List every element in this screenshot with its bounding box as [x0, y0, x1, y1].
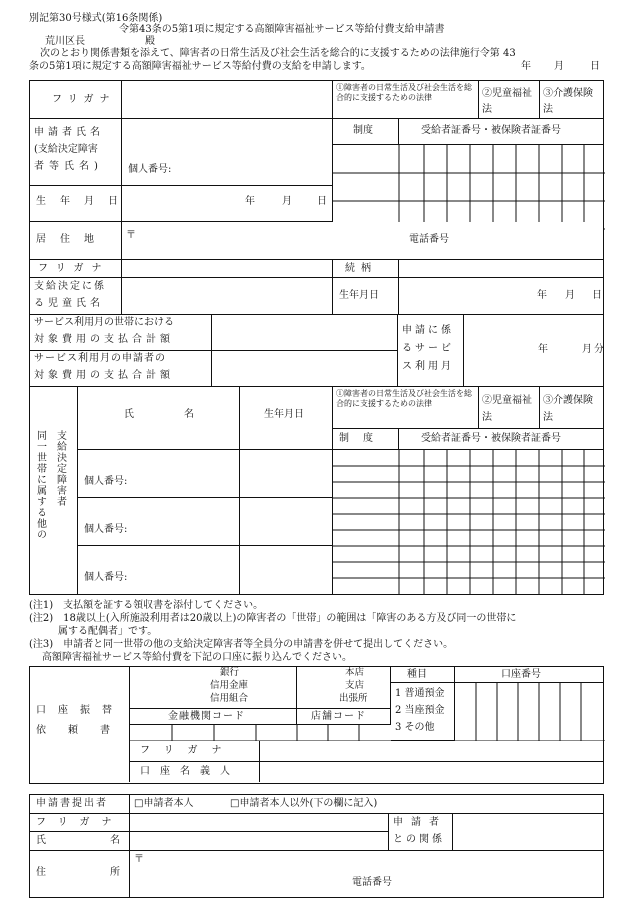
bank-type-bank: 銀行: [220, 667, 240, 678]
household-side-label-cell: [30, 387, 78, 594]
applicant-name-input[interactable]: [122, 119, 333, 186]
child-name-input[interactable]: [122, 278, 333, 315]
household-member-2-personal-number: 個人番号:: [84, 524, 128, 535]
bank-name-input[interactable]: [130, 667, 297, 709]
kind-option-1[interactable]: 1 普通預金: [395, 688, 445, 699]
furigana2-input[interactable]: [122, 260, 333, 278]
child-name-label-2: る児童氏名: [34, 298, 104, 309]
bank-code-header: [130, 709, 297, 725]
service-month-label-3: ス利用月: [402, 361, 454, 372]
branch-code-label: 店舗コード: [311, 711, 366, 722]
household-member-3-name[interactable]: [78, 546, 240, 594]
bank-type-shinkin: 信用金庫: [210, 680, 249, 691]
child-birth-year: 年: [537, 290, 547, 301]
address-input[interactable]: [122, 222, 603, 259]
kind-option-3[interactable]: 3 その他: [395, 722, 435, 733]
bank-furigana-input[interactable]: [260, 741, 603, 762]
household-member-1-name[interactable]: [78, 450, 240, 498]
submitter-furigana-label: フリガナ: [36, 817, 124, 828]
branch-code-header: [297, 709, 391, 725]
bank-furigana-label-cell: [130, 741, 260, 762]
household-member-2-name[interactable]: [78, 498, 240, 546]
household-side-label-2: 支給決定障害者: [54, 430, 66, 507]
relation-input[interactable]: [453, 814, 603, 851]
account-kind-options[interactable]: [391, 683, 455, 741]
account-number-header-label: 口座番号: [501, 669, 541, 680]
household-cost-input[interactable]: [212, 315, 398, 351]
bank-section-label-2: 依頼書: [36, 725, 132, 736]
intro-line-2: 条の5第1項に規定する高額障害福祉サービス等給付費の支給を申請します。: [29, 61, 371, 72]
cert-number-header-label: 受給者証番号・被保険者証番号: [421, 125, 561, 136]
household-cert-header-label: 受給者証番号・被保険者証番号: [421, 433, 561, 444]
applicant-name-label-3: 者等氏名): [34, 161, 103, 172]
service-month-label-cell: [398, 315, 464, 387]
branch-type-main: 本店: [345, 667, 365, 678]
service-year-label: 年: [538, 344, 548, 355]
note-1: (注1) 支払額を証する領収書を添付してください。: [29, 600, 264, 611]
relationship-input[interactable]: [399, 260, 603, 278]
furigana2-label: フリガナ: [38, 263, 110, 274]
submitter-address-input[interactable]: [130, 851, 603, 897]
law1-cell[interactable]: [333, 81, 479, 119]
service-month-part: 分: [594, 344, 604, 355]
applicant-cost-input[interactable]: [212, 351, 398, 387]
account-holder-label-cell: [130, 762, 260, 782]
relationship-label-cell: [333, 260, 399, 278]
service-month-label: 月: [582, 344, 592, 355]
furigana-label: フリガナ: [52, 94, 116, 105]
relation-label-2: との関係: [393, 834, 445, 845]
submitter-phone-label: 電話番号: [352, 877, 392, 888]
address-label-cell: [30, 222, 122, 259]
child-birthdate-input[interactable]: [399, 278, 603, 315]
furigana-input[interactable]: [122, 81, 333, 119]
submitter-name-input[interactable]: [130, 832, 389, 851]
child-birthdate-label: 生年月日: [339, 290, 379, 301]
law3-label: ③介護保険法: [543, 88, 593, 115]
system-header-label: 制度: [353, 125, 373, 136]
submitter-address-label-cell: [30, 851, 184, 897]
child-name-label-cell: [30, 278, 122, 315]
household-member-2-birth[interactable]: [240, 498, 333, 546]
service-month-input[interactable]: [464, 315, 603, 387]
applicant-cost-label-2: 対象費用の支払合計額: [34, 370, 174, 381]
household-name-header: [78, 387, 244, 450]
address-label: 居住地: [36, 234, 108, 245]
law2-label: ②児童福祉法: [482, 88, 532, 115]
household-side-label: 同一世帯に属する他の: [34, 430, 46, 540]
household-member-3-birth[interactable]: [240, 546, 333, 594]
child-birthdate-label-cell: [333, 278, 399, 315]
submitter-label: 申請書提出者: [36, 798, 108, 809]
child-birth-day: 日: [592, 290, 602, 301]
furigana-label-cell: [30, 81, 122, 119]
system-header: [333, 119, 399, 145]
bank-table: [29, 666, 604, 784]
household-law1-label: ①障害者の日常生活及び社会生活を総合的に支援するための法律: [336, 389, 472, 408]
household-member-1-birth[interactable]: [240, 450, 333, 498]
household-law2-label: ②児童福祉法: [482, 395, 532, 423]
date-month-label: 月: [554, 61, 564, 72]
relation-label-1: 申請者: [393, 817, 447, 828]
bank-section-label-cell: [30, 667, 130, 782]
household-member-3-personal-number: 個人番号:: [84, 572, 128, 583]
account-number-grid[interactable]: [455, 683, 605, 741]
household-birth-header: [240, 387, 333, 450]
account-kind-header: [391, 667, 455, 683]
bank-code-grid[interactable]: [130, 725, 392, 741]
account-kind-header-label: 種目: [407, 669, 427, 680]
household-cert-grid[interactable]: [333, 450, 605, 594]
submitter-options[interactable]: [130, 795, 603, 814]
bank-code-label: 金融機関コード: [168, 711, 245, 722]
submitter-postal-mark: 〒: [134, 854, 144, 865]
branch-type-branch: 支店: [345, 680, 365, 691]
relation-label-cell: [389, 814, 453, 851]
addressee: 荒川区長: [45, 36, 85, 47]
law1-label: ①障害者の日常生活及び社会生活を総合的に支援するための法律: [336, 83, 472, 102]
address-postal-mark: 〒: [126, 230, 136, 241]
applicant-cost-label-1: サービス利用月の申請者の: [34, 353, 166, 364]
submitter-furigana-input[interactable]: [130, 814, 389, 832]
submitter-name-label: 氏名: [36, 835, 184, 846]
applicant-cost-label-cell: [30, 351, 212, 387]
birth-month-label: 月: [282, 196, 292, 207]
date-year-label: 年: [521, 61, 531, 72]
applicant-name-label-1: 申請者氏名: [34, 127, 104, 138]
cert-number-header: [399, 119, 603, 145]
transfer-request: 高額障害福祉サービス等給付費を下記の口座に振り込んでください。: [42, 652, 352, 663]
child-name-label-1: 支給決定に係: [34, 281, 106, 292]
applicant-name-label-cell: [30, 119, 122, 186]
household-system-header: [333, 429, 399, 450]
branch-type-sub: 出張所: [339, 693, 368, 704]
form-title: 令第43条の5第1項に規定する高額障害福祉サービス等給付費支給申請書: [119, 24, 445, 35]
kind-option-2[interactable]: 2 当座預金: [395, 705, 445, 716]
household-law1-cell[interactable]: [333, 387, 479, 429]
submitter-name-label-cell: [30, 832, 184, 851]
relationship-label: 続柄: [345, 263, 377, 274]
household-law3-label: ③介護保険法: [543, 395, 593, 423]
household-name-header-label: 氏名: [124, 409, 244, 420]
birth-day-label: 日: [317, 196, 327, 207]
applicant-table: [29, 80, 604, 595]
applicant-name-label-2: (支給決定障害: [34, 144, 98, 155]
household-law2-cell[interactable]: [479, 387, 540, 429]
household-cost-label-1: サービス利用月の世帯における: [34, 317, 174, 328]
note-2: (注2) 18歳以上(入所施設利用者は20歳以上)の障害者の「世帯」の範囲は「障害のある方及び同一の世帯に: [29, 613, 517, 624]
account-holder-label: 口座名義人: [140, 766, 240, 777]
submitter-option-self[interactable]: □申請者本人: [134, 798, 194, 809]
birthdate-label: 生年月日: [36, 196, 132, 207]
form-number: 別記第30号様式(第16条関係): [29, 13, 163, 24]
law3-cell[interactable]: [540, 81, 603, 119]
submitter-option-other[interactable]: □申請者本人以外(下の欄に記入): [230, 798, 378, 809]
household-cost-label-cell: [30, 315, 212, 351]
personal-number-label: 個人番号:: [128, 164, 172, 175]
account-holder-input[interactable]: [260, 762, 603, 782]
submitter-furigana-label-cell: [30, 814, 130, 832]
honorific: 殿: [145, 36, 155, 47]
child-birth-month: 月: [565, 290, 575, 301]
submitter-table: [29, 794, 604, 898]
note-2-cont: 属する配偶者」です。: [58, 626, 158, 637]
bank-section-label-1: 口座振替: [36, 705, 124, 716]
household-birth-header-label: 生年月日: [264, 409, 304, 420]
branch-name-input[interactable]: [297, 667, 391, 709]
bank-furigana-label: フリガナ: [140, 745, 236, 756]
address-phone-label: 電話番号: [409, 234, 449, 245]
intro-line-1: 次のとおり関係書類を添えて、障害者の日常生活及び社会生活を総合的に支援するための法律施行令第 43: [40, 48, 516, 59]
household-cost-label-2: 対象費用の支払合計額: [34, 334, 174, 345]
household-cert-header: [399, 429, 603, 450]
household-system-header-label: 制度: [339, 433, 387, 444]
account-number-header: [455, 667, 603, 683]
bank-type-kumiai: 信用組合: [210, 693, 249, 704]
birth-year-label: 年: [245, 196, 255, 207]
submitter-label-cell: [30, 795, 130, 814]
household-law3-cell[interactable]: [540, 387, 603, 429]
service-month-label-2: るサービ: [402, 343, 454, 354]
household-member-1-personal-number: 個人番号:: [84, 476, 128, 487]
law2-cell[interactable]: [479, 81, 540, 119]
furigana2-label-cell: [30, 260, 122, 278]
date-day-label: 日: [590, 61, 600, 72]
service-month-label-1: 申請に係: [402, 325, 454, 336]
submitter-address-label: 住所: [36, 867, 184, 878]
note-3: (注3) 申請者と同一世帯の他の支給決定障害者等全員分の申請書を併せて提出してください。: [29, 639, 454, 650]
